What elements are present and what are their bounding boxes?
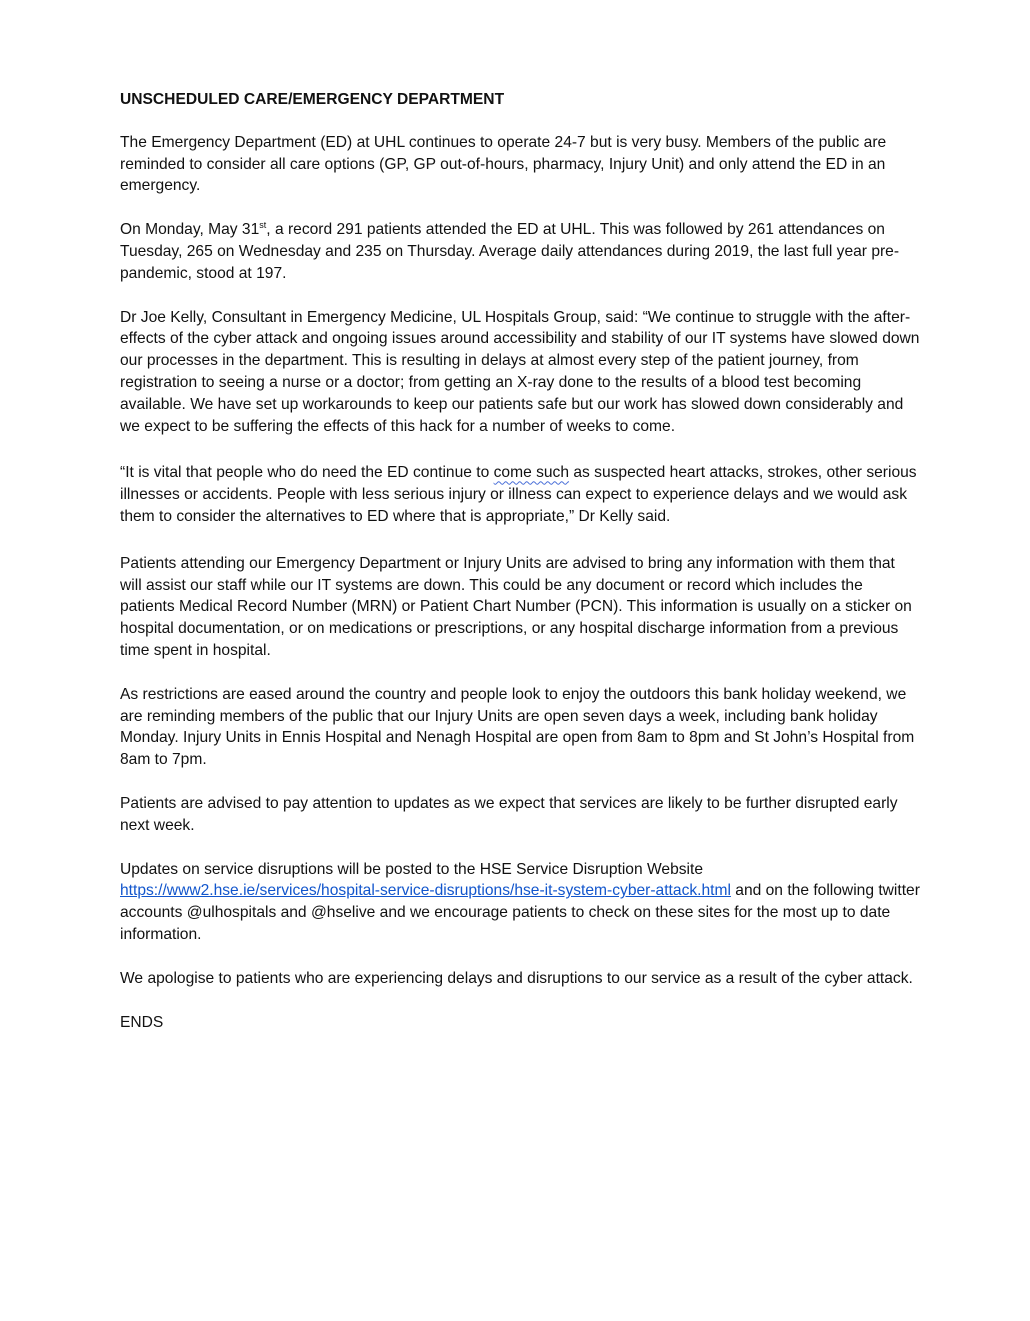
paragraph-ed-status: The Emergency Department (ED) at UHL continues to operate 24-7 but is very busy. Members of the public are reminded to consider all care options (GP, GP out-of-hours, pharmacy, Injury Unit) and only attend the ED in an emergency. [120, 133, 887, 195]
vital-quote-text-start: “It is vital that people who do need the ED continue to [120, 464, 494, 482]
website-text-end: and on the following twitter accounts @ulhospitals and @hselive and we encourage patients to check on these sites for the most up to date information. [120, 882, 920, 943]
section-heading: UNSCHEDULED CARE/EMERGENCY DEPARTMENT [120, 91, 505, 108]
spellcheck-flagged-text[interactable]: come such [493, 464, 570, 482]
paragraph-updates-advice: Patients are advised to pay attention to updates as we expect that services are likely to be further disrupted early next week. [120, 794, 898, 834]
ordinal-suffix: st [259, 220, 267, 230]
paragraph-service-disruption-website [120, 859, 920, 946]
attendance-text-end: , a record 291 patients attended the ED at UHL. This was followed by 261 attendances on Tuesday, 265 on Wednesday and 235 on Thursday. Average daily attendances during 2019, the last full year pre-pandemic, stood at 197. [120, 221, 900, 282]
document-page [120, 89, 920, 1055]
paragraph-bring-information: Patients attending our Emergency Department or Injury Units are advised to bring any information with them that will assist our staff while our IT systems are down. This could be any document or record which includes the patients Medical Record Number (MRN) or Patient Chart Number (PCN). This information is usually on a sticker on hospital documentation, or on medications or prescriptions, or any hospital discharge information from a previous time spent in hospital. [120, 554, 912, 659]
ends-marker: ENDS [120, 1013, 164, 1031]
paragraph-vital-quote [120, 462, 920, 527]
website-text-start: Updates on service disruptions will be posted to the HSE Service Disruption Website [120, 860, 704, 878]
hse-disruption-link[interactable]: https://www2.hse.ie/services/hospital-service-disruptions/hse-it-system-cyber-attack.html [120, 882, 731, 900]
paragraph-apology: We apologise to patients who are experiencing delays and disruptions to our service as a result of the cyber attack. [120, 969, 913, 987]
paragraph-attendance-figures [120, 219, 920, 284]
vital-quote-text-end: as suspected heart attacks, strokes, other serious illnesses or accidents. People with less serious injury or illness can expect to experience delays and we would ask them to consider the alternatives to ED where that is appropriate,” Dr Kelly said. [120, 464, 917, 525]
paragraph-dr-kelly-quote: Dr Joe Kelly, Consultant in Emergency Medicine, UL Hospitals Group, said: “We continue to struggle with the after-effects of the cyber attack and ongoing issues around accessibility and stability of our IT systems have slowed down our processes in the department. This is resulting in delays at almost every step of the patient journey, from registration to seeing a nurse or a doctor; from getting an X-ray done to the results of a blood test becoming available. We have set up workarounds to keep our patients safe but our work has slowed down considerably and we expect to be suffering the effects of this hack for a number of weeks to come. [120, 308, 920, 435]
attendance-text-start: On Monday, May 31 [120, 221, 260, 239]
paragraph-bank-holiday: As restrictions are eased around the country and people look to enjoy the outdoors this bank holiday weekend, we are reminding members of the public that our Injury Units are open seven days a week, including bank holiday Monday. Injury Units in Ennis Hospital and Nenagh Hospital are open from 8am to 8pm and St John’s Hospital from 8am to 7pm. [120, 685, 915, 769]
